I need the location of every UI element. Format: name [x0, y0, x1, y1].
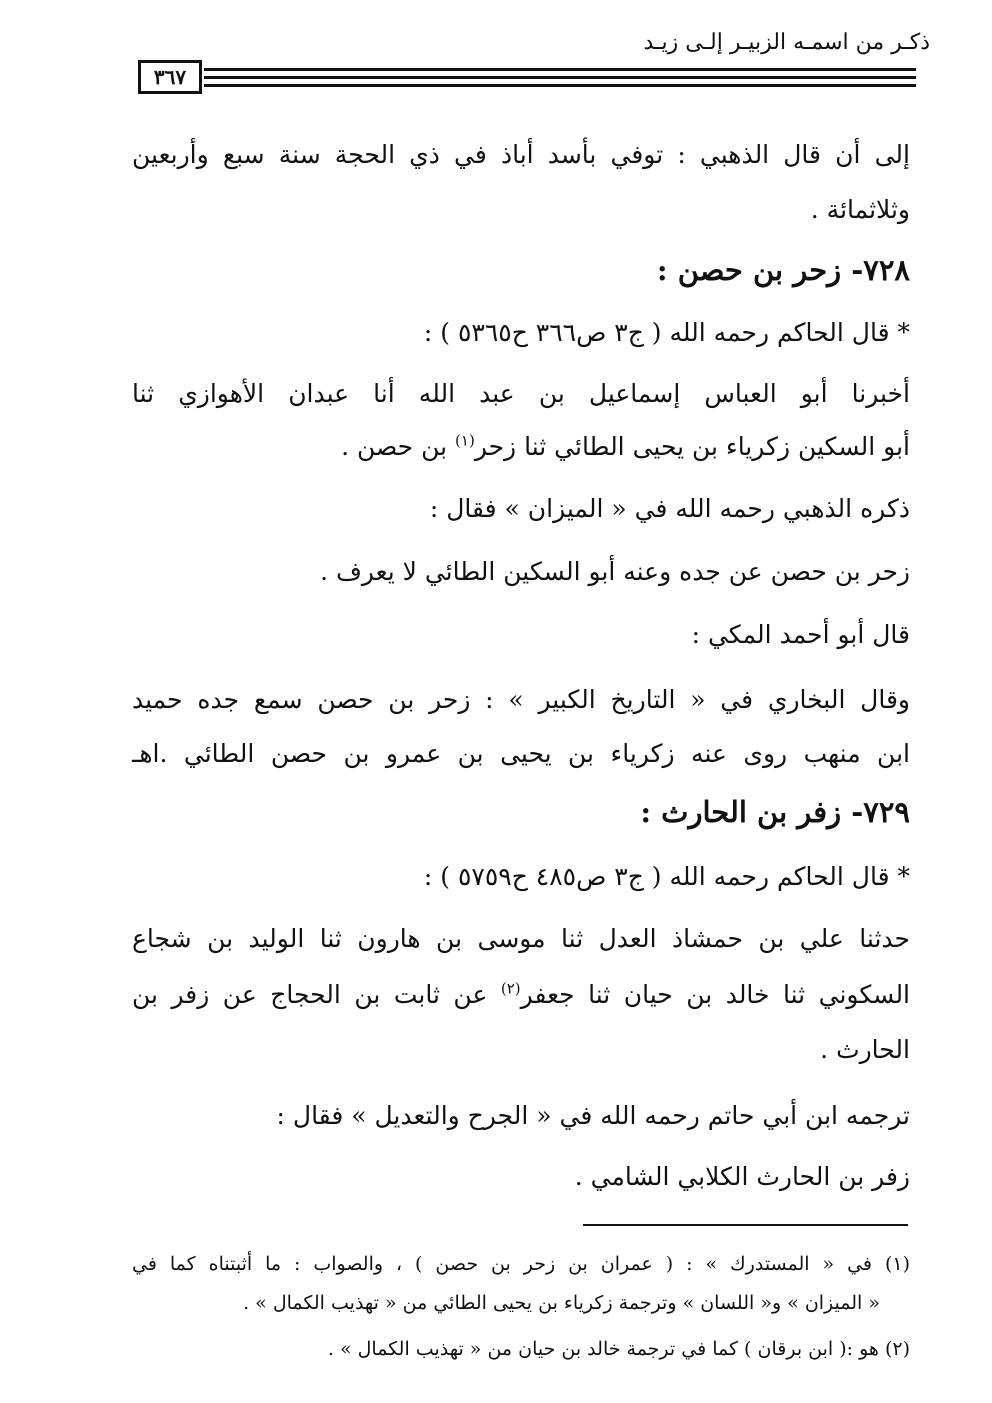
- source-citation: * قال الحاكم رحمه الله ( ج٣ ص٣٦٦ ح٥٣٦٥ ) :: [423, 318, 910, 347]
- text-line: وقال البخاري في « التاريخ الكبير » : زحر بن حصن سمع جده حميد: [132, 685, 910, 714]
- text-line: [132, 978, 910, 1012]
- note-ref-2: (٢): [500, 979, 521, 998]
- source-citation: * قال الحاكم رحمه الله ( ج٣ ص٤٨٥ ح٥٧٥٩ ) :: [423, 862, 910, 891]
- text-line: [341, 430, 910, 464]
- text-span: عن ثابت بن الحجاج عن زفر بن: [132, 980, 488, 1009]
- note-ref-1: (١): [455, 431, 475, 450]
- text-line: ذكره الذهبي رحمه الله في « الميزان » فقال :: [429, 494, 910, 523]
- text-span: السكوني ثنا خالد بن حيان ثنا جعفر: [520, 980, 911, 1009]
- text-line: إلى أن قال الذهبي : توفي بأسد أباذ في ذي الحجة سنة سبع وأربعين: [132, 140, 910, 169]
- text-line: قال أبو أحمد المكي :: [691, 620, 910, 649]
- running-title: ذكـر من اسمـه الزبيـر إلـى زيـد: [643, 30, 930, 55]
- page-number: ٣٦٧: [138, 60, 202, 94]
- header-rule: [204, 76, 916, 79]
- entry-heading-728: ٧٢٨- زحر بن حصن :: [656, 253, 910, 287]
- text-line: أخبرنا أبو العباس إسماعيل بن عبد الله أنا عبدان الأهوازي ثنا: [132, 379, 910, 408]
- text-line: ترجمه ابن أبي حاتم رحمه الله في « الجرح والتعديل » فقال :: [276, 1101, 910, 1130]
- header-rule: [204, 68, 916, 71]
- text-span: أبو السكين زكرياء بن يحيى الطائي ثنا زحر: [474, 432, 910, 461]
- entry-heading-729: ٧٢٩- زفر بن الحارث :: [640, 795, 910, 829]
- text-line: وثلاثمائة .: [810, 195, 910, 224]
- footnote-rule: [583, 1224, 908, 1226]
- footnote-1: (١) في « المستدرك » : ( عمران بن زحر بن حصن ) ، والصواب : ما أثبتناه كما في: [132, 1253, 910, 1275]
- footnote-2: (٢) هو :( ابن برقان ) كما في ترجمة خالد بن حيان من « تهذيب الكمال » .: [327, 1338, 910, 1360]
- text-line: زفر بن الحارث الكلابي الشامي .: [574, 1162, 910, 1191]
- text-line: الحارث .: [820, 1035, 910, 1064]
- text-line: حدثنا علي بن حمشاذ العدل ثنا موسى بن هارون ثنا الوليد بن شجاع: [132, 924, 910, 953]
- header-rule: [204, 84, 916, 87]
- text-line: زحر بن حصن عن جده وعنه أبو السكين الطائي لا يعرف .: [320, 557, 910, 586]
- text-span: بن حصن .: [341, 432, 448, 461]
- text-line: ابن منهب روى عنه زكرياء بن يحيى بن عمرو بن حصن الطائي .اهـ: [132, 739, 910, 768]
- footnote-1-cont: « الميزان » و« اللسان » وترجمة زكرياء بن يحيى الطائي من « تهذيب الكمال » .: [243, 1292, 880, 1314]
